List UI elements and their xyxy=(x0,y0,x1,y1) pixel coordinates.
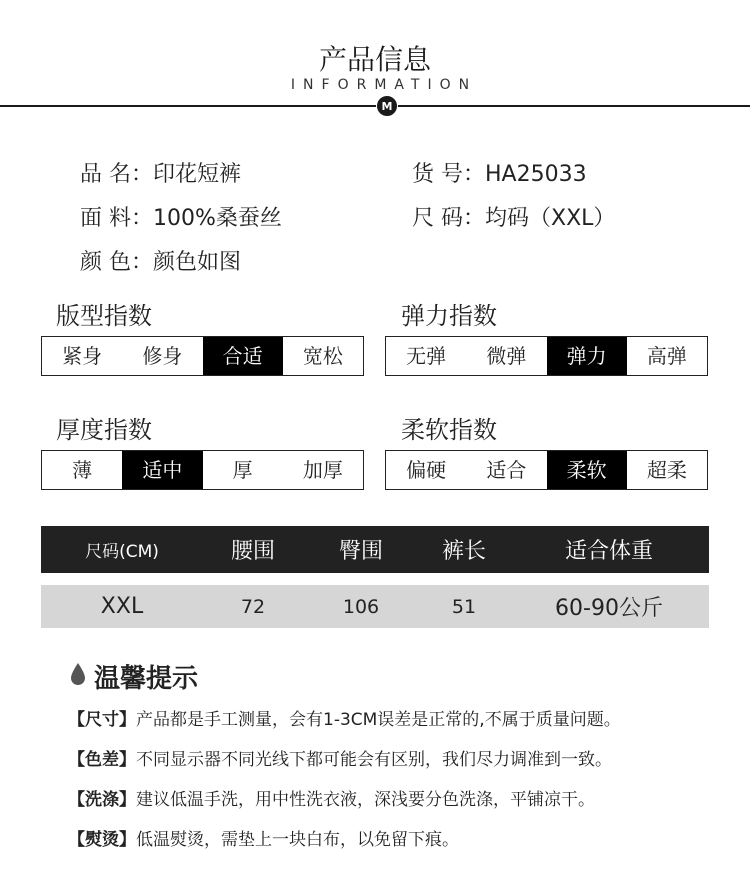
thickness-option: 薄 xyxy=(72,458,93,482)
tip-text: 不同显示器不同光线下都可能会有区别，我们尽力调准到一致。 xyxy=(136,750,612,770)
thickness-index-title: 厚度指数 xyxy=(56,416,152,444)
fit-index-title: 版型指数 xyxy=(56,302,152,330)
fit-option: 紧身 xyxy=(62,344,103,368)
softness-option-selected: 柔软 xyxy=(547,451,627,489)
tip-item xyxy=(68,825,459,850)
thickness-option: 加厚 xyxy=(302,458,343,482)
table-header-cell: 腰围 xyxy=(230,539,275,564)
softness-option: 偏硬 xyxy=(406,458,447,482)
thickness-index-scale xyxy=(41,450,364,490)
product-code: 货 号：HA25033 xyxy=(412,162,587,187)
table-row xyxy=(41,585,709,628)
header-divider xyxy=(0,105,750,107)
elasticity-option: 无弹 xyxy=(406,344,447,368)
elasticity-option: 高弹 xyxy=(646,344,687,368)
tip-tag: 【熨烫】 xyxy=(68,830,136,850)
table-cell: 106 xyxy=(342,595,380,618)
fit-option: 宽松 xyxy=(302,344,343,368)
fit-option-selected: 合适 xyxy=(203,337,283,375)
elasticity-index-title: 弹力指数 xyxy=(401,302,497,330)
fit-index-scale xyxy=(41,336,364,376)
tip-text: 建议低温手洗，用中性洗衣液，深浅要分色洗涤，平铺凉干。 xyxy=(136,790,595,810)
softness-option: 适合 xyxy=(486,458,527,482)
fit-option: 修身 xyxy=(142,344,183,368)
tip-item xyxy=(68,745,612,770)
tips-title: 温馨提示 xyxy=(94,664,199,694)
table-header-cell: 臀围 xyxy=(338,539,383,564)
table-header-cell: 裤长 xyxy=(441,539,486,564)
table-cell: XXL xyxy=(100,594,144,619)
tip-item xyxy=(68,705,621,730)
table-cell: 51 xyxy=(451,595,477,618)
tip-tag: 【尺寸】 xyxy=(68,710,136,730)
table-cell: 72 xyxy=(240,595,266,618)
tip-text: 产品都是手工测量，会有1-3CM误差是正常的,不属于质量问题。 xyxy=(136,710,621,730)
elasticity-index-scale xyxy=(385,336,708,376)
table-cell: 60-90公斤 xyxy=(555,596,663,621)
elasticity-option: 微弹 xyxy=(486,344,527,368)
tip-tag: 【洗涤】 xyxy=(68,790,136,810)
product-color: 颜 色：颜色如图 xyxy=(80,250,241,275)
thickness-option: 厚 xyxy=(232,458,253,482)
softness-index-scale xyxy=(385,450,708,490)
product-name: 品 名：印花短裤 xyxy=(80,162,241,187)
tip-tag: 【色差】 xyxy=(68,750,136,770)
section-title: 产品信息 xyxy=(318,43,431,76)
tip-item xyxy=(68,785,595,810)
table-header-cell: 适合体重 xyxy=(564,539,653,564)
elasticity-option-selected: 弹力 xyxy=(547,337,627,375)
tip-text: 低温熨烫，需垫上一块白布，以免留下痕。 xyxy=(136,830,459,850)
section-subtitle: INFORMATION xyxy=(290,77,478,93)
softness-option: 超柔 xyxy=(646,458,687,482)
table-header-cell: 尺码(CM) xyxy=(85,542,159,562)
product-size: 尺 码：均码（XXL） xyxy=(412,206,616,231)
softness-index-title: 柔软指数 xyxy=(401,416,497,444)
product-fabric: 面 料：100%桑蚕丝 xyxy=(80,206,282,231)
size-table-header xyxy=(41,526,709,573)
drop-icon xyxy=(70,662,86,686)
m-badge-icon: M xyxy=(376,95,398,117)
thickness-option-selected: 适中 xyxy=(122,451,202,489)
